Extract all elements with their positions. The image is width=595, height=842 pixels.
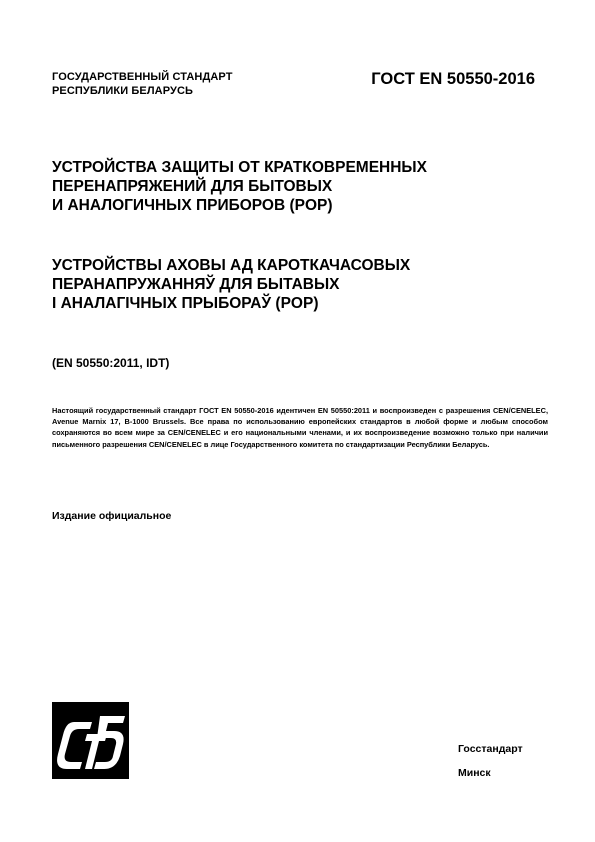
title-by-line-2: ПЕРАНАПРУЖАННЯЎ ДЛЯ БЫТАВЫХ (52, 276, 340, 293)
org-line-2: РЕСПУБЛИКИ БЕЛАРУСЬ (52, 85, 193, 97)
publisher-name: Госстандарт (458, 743, 523, 755)
copyright-notice: Настоящий государственный стандарт ГОСТ EN 50550-2016 идентичен EN 50550:2011 и воспроизведен с разрешения CEN/CENELEC, Avenue Marnix 17, B-1000 Brussels. Все права по использованию европейских стандартов в любой форме и любым способом сохраняются во всем мире за CEN/CENELEC и его национальными членами, и их воспроизведение возможно только при наличии письменного разрешения CEN/CENELEC в лице Государственного комитета по стандартизации Республики Беларусь. (52, 406, 548, 449)
publisher-city: Минск (458, 767, 491, 779)
gosstandart-logo-icon (52, 702, 129, 779)
equivalence-note: (EN 50550:2011, IDT) (52, 356, 170, 370)
issuing-organization (52, 70, 233, 98)
title-ru-line-3: И АНАЛОГИЧНЫХ ПРИБОРОВ (POP) (52, 197, 333, 214)
org-line-1: ГОСУДАРСТВЕННЫЙ СТАНДАРТ (52, 71, 233, 83)
title-by-line-3: І АНАЛАГІЧНЫХ ПРЫБОРАЎ (POP) (52, 295, 319, 312)
edition-label: Издание официальное (52, 510, 172, 522)
standard-designation: ГОСТ EN 50550-2016 (371, 70, 535, 88)
title-belarusian (52, 256, 410, 313)
title-russian (52, 158, 427, 215)
title-by-line-1: УСТРОЙСТВЫ АХОВЫ АД КАРОТКАЧАСОВЫХ (52, 257, 411, 274)
title-ru-line-2: ПЕРЕНАПРЯЖЕНИЙ ДЛЯ БЫТОВЫХ (52, 178, 333, 195)
title-ru-line-1: УСТРОЙСТВА ЗАЩИТЫ ОТ КРАТКОВРЕМЕННЫХ (52, 159, 427, 176)
